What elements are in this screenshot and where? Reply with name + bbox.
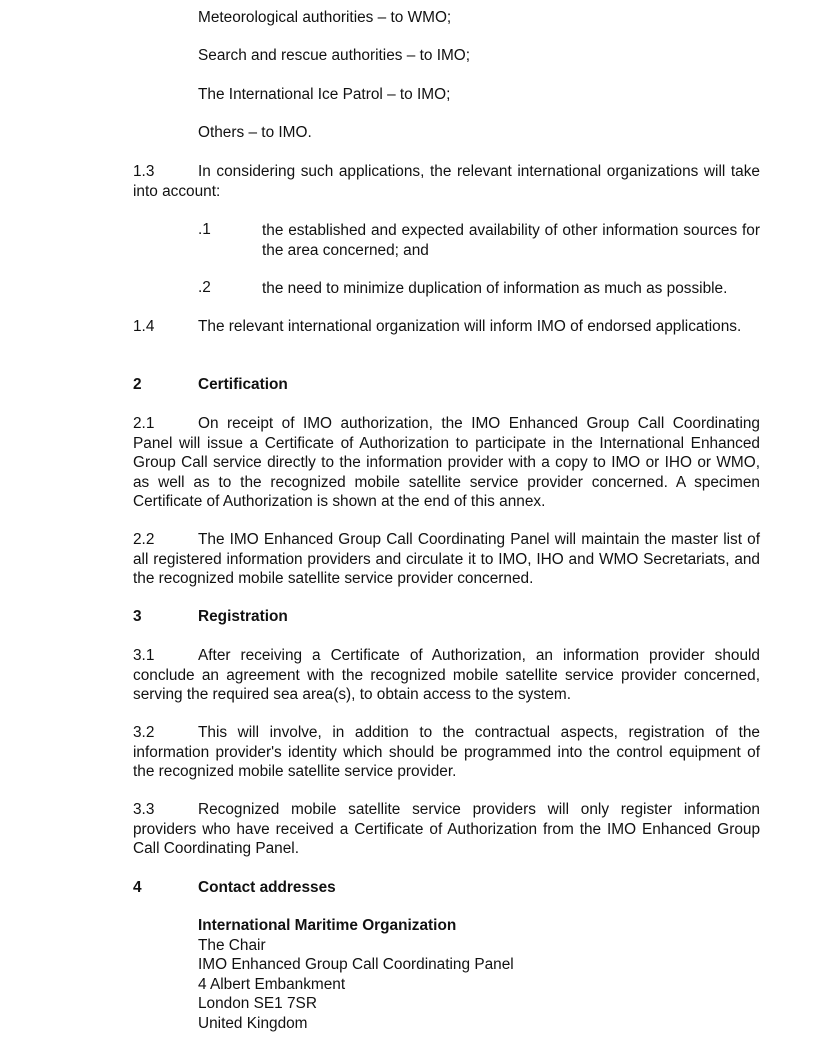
section-title: Registration [198,608,288,625]
paragraph-text: This will involve, in addition to the contractual aspects, registration of the information provider's identity which should be programmed into the control equipment of the recognized mobile satellite service provider. [133,724,760,780]
paragraph-text: The IMO Enhanced Group Call Coordinating Panel will maintain the master list of all registered information providers and circulate it to IMO, IHO and WMO Secretariats, and the recognized mobile satellite service provider concerned. [133,531,760,587]
paragraph-text: After receiving a Certificate of Authorization, an information provider should conclude an agreement with the recognized mobile satellite service provider concerned, serving the required sea area(s), to obtain access to the system. [133,647,760,703]
paragraph-1-3 [133,162,760,201]
paragraph-1-4 [133,317,760,337]
list-index: .2 [198,279,211,296]
paragraph-number: 2.2 [133,531,155,548]
address-line: London SE1 7SR [198,995,317,1012]
section-title: Certification [198,376,288,393]
address-line: The Chair [198,936,266,954]
list-text: the established and expected availability of other information sources for the area concerned; and [262,222,760,259]
authority-line: Meteorological authorities – to WMO; [198,9,452,26]
section-number: 2 [133,376,142,393]
paragraph-number: 2.1 [133,415,155,432]
authority-line: The International Ice Patrol – to IMO; [198,86,451,103]
paragraph-3-2 [133,723,760,782]
paragraph-number: 1.4 [133,318,155,335]
paragraph-text: In considering such applications, the relevant international organizations will take into account: [133,163,760,200]
authority-line: Others – to IMO. [198,124,312,141]
paragraph-3-1 [133,646,760,705]
paragraph-number: 3.1 [133,647,155,664]
paragraph-number: 3.3 [133,801,155,818]
list-text: the need to minimize duplication of information as much as possible. [262,280,728,297]
section-number: 3 [133,608,142,625]
paragraph-3-3 [133,800,760,859]
paragraph-number: 3.2 [133,724,155,741]
paragraph-text: On receipt of IMO authorization, the IMO Enhanced Group Call Coordinating Panel will issue a Certificate of Authorization to participate in the International Enhanced Group Call service directly to the information provider with a copy to IMO or IHO or WMO, as well as to the recognized mobile satellite service provider concerned. A specimen Certificate of Authorization is shown at the end of this annex. [133,415,760,510]
paragraph-text: The relevant international organization will inform IMO of endorsed applications. [198,318,742,335]
contact-address [198,916,514,1033]
paragraph-text: Recognized mobile satellite service providers will only register information providers who have received a Certificate of Authorization from the IMO Enhanced Group Call Coordinating Panel. [133,801,760,857]
address-line: United Kingdom [198,1014,308,1032]
address-line: IMO Enhanced Group Call Coordinating Panel [198,956,514,973]
address-line: 4 Albert Embankment [198,975,346,993]
address-organization: International Maritime Organization [198,917,457,934]
section-number: 4 [133,879,142,896]
list-index: .1 [198,221,211,238]
section-title: Contact addresses [198,879,336,896]
paragraph-2-2 [133,530,760,589]
authority-line: Search and rescue authorities – to IMO; [198,47,471,64]
paragraph-number: 1.3 [133,163,155,180]
paragraph-2-1 [133,414,760,512]
